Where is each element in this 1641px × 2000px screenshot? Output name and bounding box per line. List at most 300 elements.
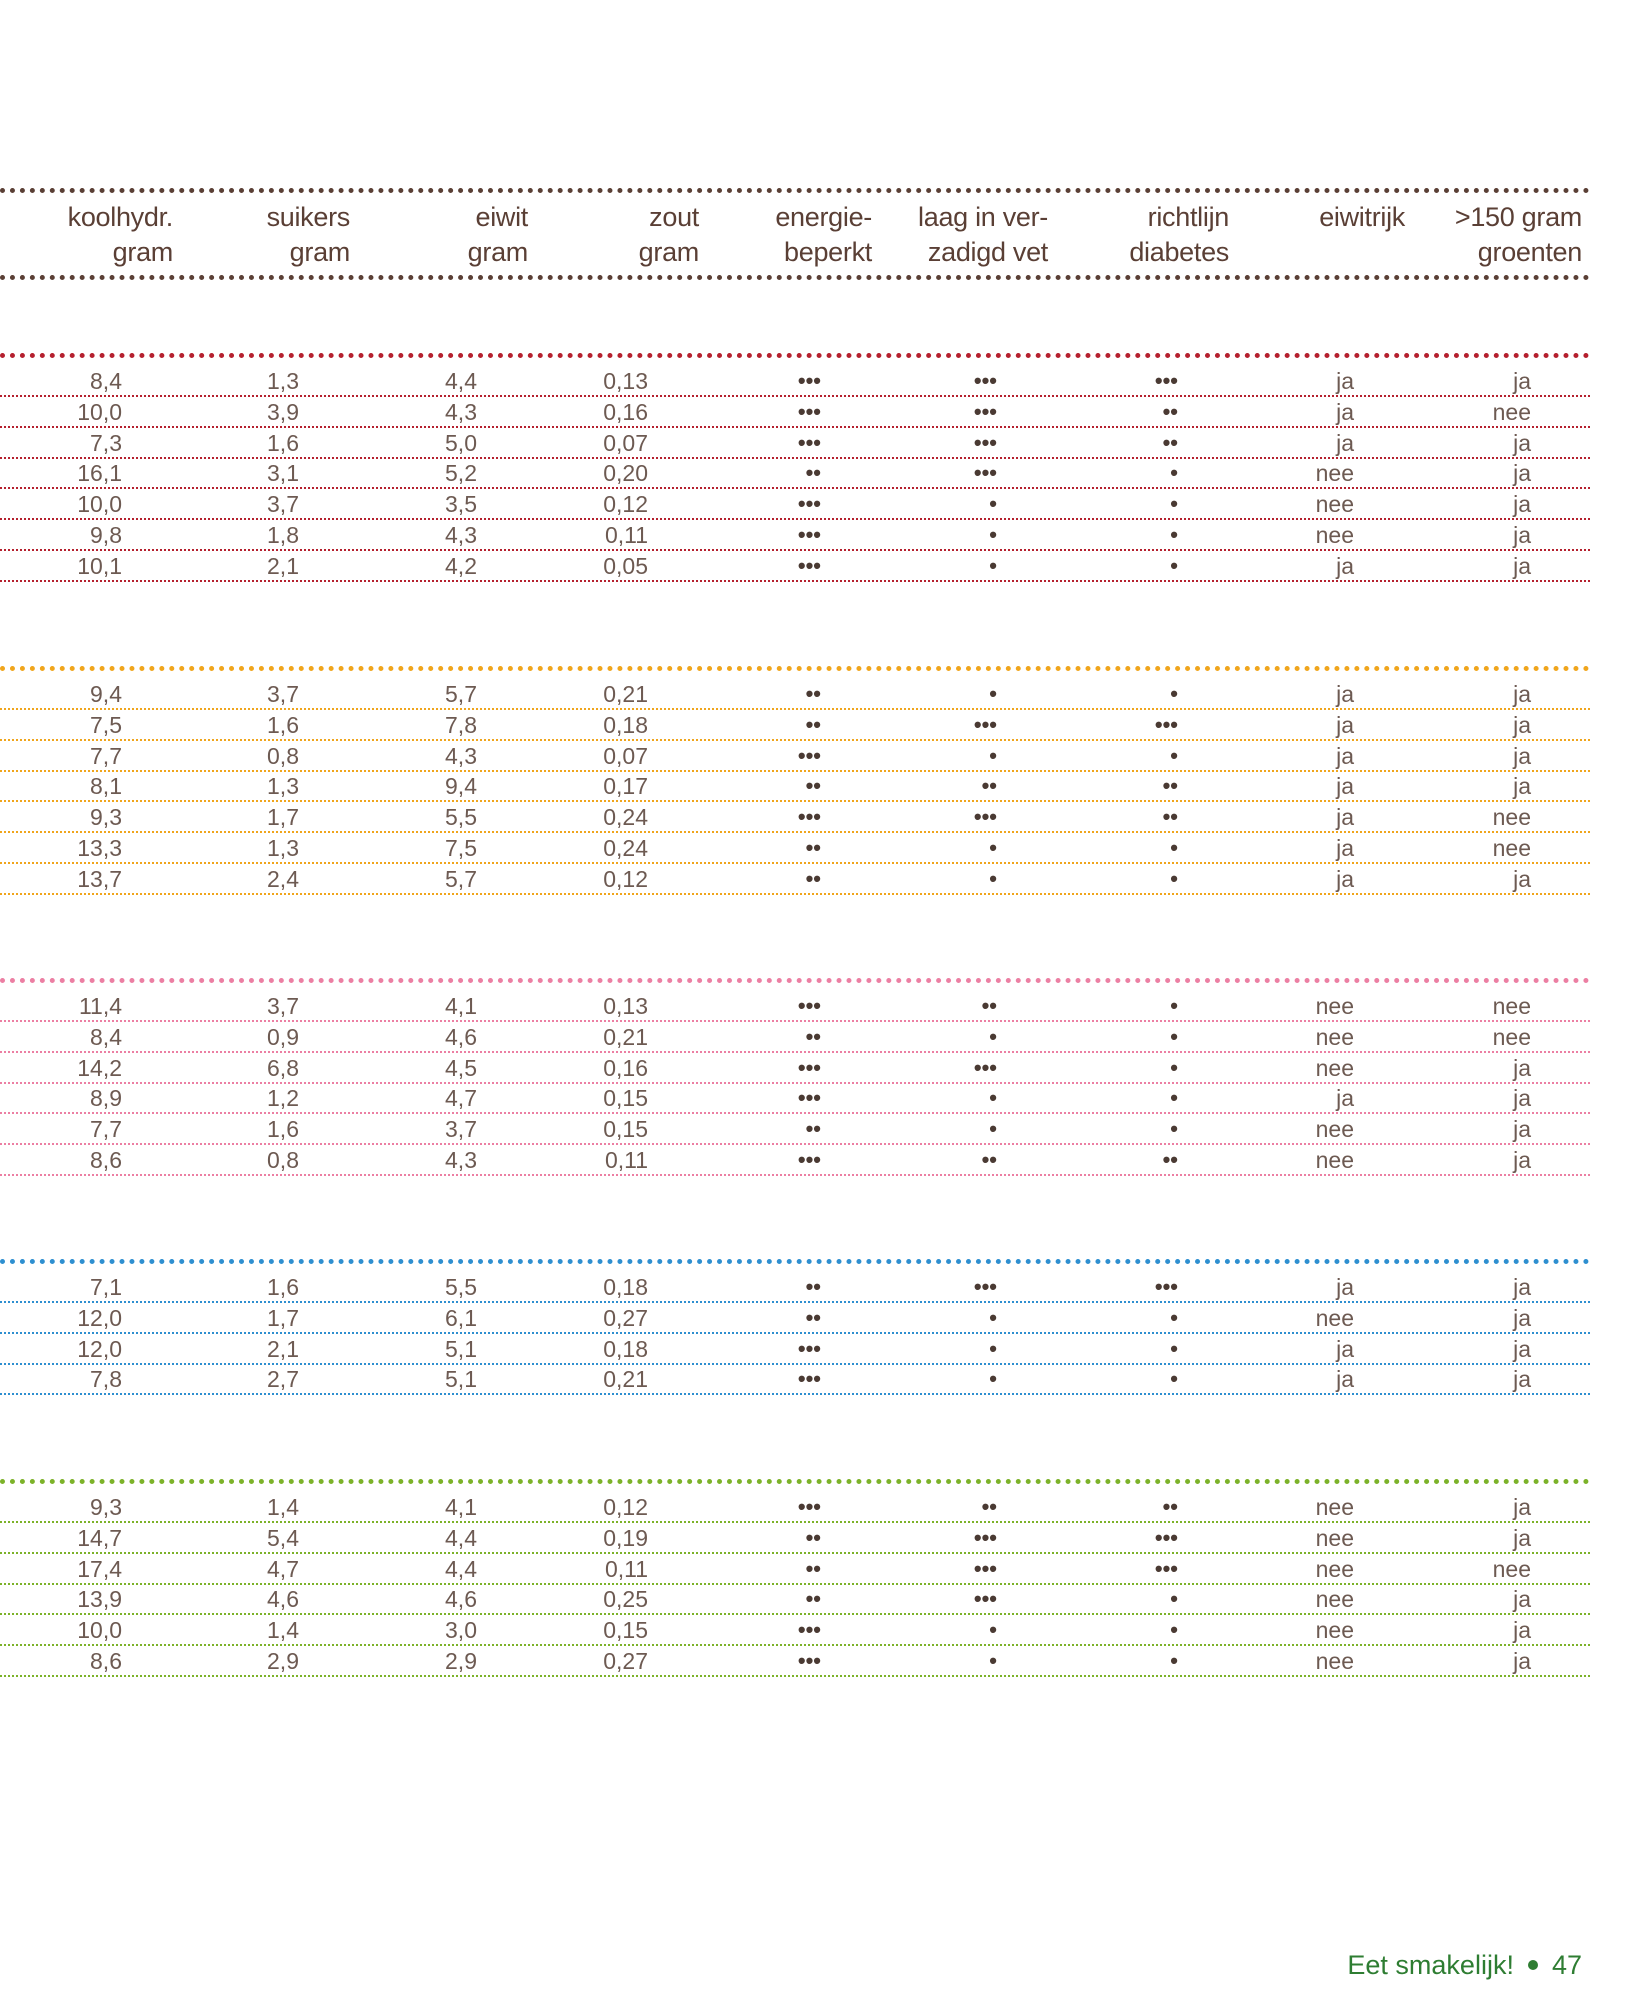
table-cell: ja — [1513, 1617, 1531, 1644]
rating-dots: • — [1170, 491, 1178, 517]
table-cell: ja — [1336, 711, 1354, 738]
rating-dots: ••• — [1154, 1274, 1178, 1299]
rating-dots: ••• — [1154, 368, 1178, 393]
table-cell: ja — [1336, 804, 1354, 831]
table-cell: nee — [1315, 1586, 1354, 1613]
table-cell: 4,1 — [445, 1494, 477, 1520]
table-row — [0, 991, 1590, 1022]
table-cell: 0,18 — [603, 1274, 648, 1300]
rating-dots: ••• — [973, 398, 997, 424]
page-footer — [1347, 1948, 1582, 1982]
rating-dots: ••• — [973, 1586, 997, 1612]
table-row — [0, 458, 1590, 489]
table-cell: 14,7 — [77, 1524, 122, 1551]
table-cell: 1,6 — [267, 1116, 299, 1143]
column-header-suikers — [267, 200, 350, 270]
rating-dots: •• — [805, 1023, 821, 1049]
rating-dots: • — [1170, 1304, 1178, 1330]
table-row — [0, 366, 1590, 397]
rating-dots: •• — [1162, 429, 1178, 455]
table-cell: 13,9 — [77, 1586, 122, 1613]
table-cell: 0,13 — [603, 993, 648, 1019]
rating-dots: • — [1170, 1023, 1178, 1049]
table-row — [0, 1523, 1590, 1554]
table-cell: 0,15 — [603, 1116, 648, 1143]
table-cell: ja — [1513, 1304, 1531, 1331]
rating-dots: •• — [805, 681, 821, 706]
column-header-eiwitrijk — [1319, 200, 1405, 235]
rating-dots: ••• — [797, 429, 821, 455]
rating-dots: • — [989, 1085, 997, 1111]
rating-dots: • — [989, 1366, 997, 1392]
table-row — [0, 551, 1590, 582]
table-cell: ja — [1513, 742, 1531, 769]
table-cell: 3,7 — [267, 491, 299, 518]
table-cell: ja — [1336, 773, 1354, 800]
table-cell: 3,7 — [445, 1116, 477, 1143]
rating-dots: • — [1170, 1085, 1178, 1111]
rating-dots: ••• — [797, 1085, 821, 1111]
table-cell: nee — [1315, 522, 1354, 548]
table-cell: 4,3 — [445, 398, 477, 425]
table-row — [0, 1492, 1590, 1523]
row-divider — [0, 1174, 1590, 1176]
table-cell: nee — [1492, 1555, 1531, 1582]
rating-dots: ••• — [1154, 1524, 1178, 1550]
table-cell: ja — [1513, 1586, 1531, 1613]
table-cell: 6,8 — [267, 1054, 299, 1081]
column-header-line2: gram — [638, 237, 699, 267]
rating-dots: ••• — [973, 804, 997, 830]
rating-dots: • — [1170, 1648, 1178, 1673]
rating-dots: • — [989, 1116, 997, 1142]
table-cell: 7,5 — [445, 835, 477, 861]
rating-dots: ••• — [797, 804, 821, 830]
rating-dots: • — [1170, 681, 1178, 706]
table-cell: 2,9 — [267, 1648, 299, 1674]
table-cell: 9,3 — [90, 804, 122, 831]
table-cell: ja — [1336, 835, 1354, 861]
rating-dots: • — [1170, 1116, 1178, 1142]
table-cell: ja — [1336, 681, 1354, 707]
table-cell: ja — [1513, 368, 1531, 394]
table-cell: 0,12 — [603, 865, 648, 892]
column-header-line1: eiwit — [475, 202, 528, 232]
table-cell: 0,05 — [603, 552, 648, 579]
table-cell: ja — [1513, 1335, 1531, 1362]
table-cell: ja — [1513, 429, 1531, 456]
section-rule — [0, 1479, 1590, 1484]
table-cell: 7,8 — [90, 1366, 122, 1393]
table-cell: 0,18 — [603, 1335, 648, 1362]
table-cell: 2,4 — [267, 865, 299, 892]
table-cell: nee — [1315, 993, 1354, 1019]
table-cell: ja — [1513, 1054, 1531, 1081]
section-rule — [0, 353, 1590, 358]
rating-dots: •• — [805, 711, 821, 737]
table-cell: 14,2 — [77, 1054, 122, 1081]
table-cell: 4,3 — [445, 742, 477, 769]
rating-dots: •• — [805, 1555, 821, 1581]
table-cell: ja — [1336, 398, 1354, 425]
table-cell: 5,1 — [445, 1335, 477, 1362]
rating-dots: •• — [981, 993, 997, 1018]
table-cell: 0,16 — [603, 398, 648, 425]
table-cell: ja — [1513, 1116, 1531, 1143]
table-cell: 8,6 — [90, 1147, 122, 1173]
rating-dots: ••• — [797, 368, 821, 393]
table-cell: ja — [1336, 742, 1354, 769]
table-cell: 1,7 — [267, 804, 299, 831]
table-cell: nee — [1315, 1116, 1354, 1143]
table-cell: 5,7 — [445, 681, 477, 707]
rating-dots: ••• — [797, 1648, 821, 1673]
column-header-line1: laag in ver- — [918, 202, 1048, 232]
table-row — [0, 1272, 1590, 1303]
column-header-line1: suikers — [266, 202, 350, 232]
table-row — [0, 833, 1590, 864]
table-cell: ja — [1336, 1274, 1354, 1300]
table-row — [0, 1615, 1590, 1646]
bullet-icon — [1528, 1960, 1538, 1970]
table-row — [0, 771, 1590, 802]
column-header-energiebeperkt — [775, 200, 872, 270]
table-cell: 8,1 — [90, 773, 122, 800]
rating-dots: • — [1170, 742, 1178, 768]
table-cell: 0,24 — [603, 835, 648, 861]
table-cell: 2,7 — [267, 1366, 299, 1393]
rating-dots: •• — [805, 460, 821, 486]
table-cell: 2,1 — [267, 1335, 299, 1362]
table-row — [0, 1022, 1590, 1053]
table-cell: 1,6 — [267, 711, 299, 738]
table-cell: 9,4 — [90, 681, 122, 707]
rating-dots: ••• — [973, 1555, 997, 1581]
table-row — [0, 489, 1590, 520]
rating-dots: • — [1170, 552, 1178, 578]
table-cell: nee — [1492, 398, 1531, 425]
rating-dots: • — [1170, 1366, 1178, 1392]
table-cell: 12,0 — [77, 1335, 122, 1362]
rating-dots: •• — [1162, 1494, 1178, 1519]
table-cell: 5,1 — [445, 1366, 477, 1393]
section-rule — [0, 666, 1590, 671]
table-cell: 1,8 — [267, 522, 299, 548]
table-cell: 7,5 — [90, 711, 122, 738]
rating-dots: ••• — [973, 460, 997, 486]
table-cell: ja — [1513, 711, 1531, 738]
column-header-line2: gram — [467, 237, 528, 267]
rating-dots: •• — [981, 773, 997, 799]
table-cell: 11,4 — [78, 993, 122, 1019]
table-cell: 13,7 — [77, 865, 122, 892]
table-cell: 1,7 — [267, 1304, 299, 1331]
section-rule — [0, 1259, 1590, 1264]
rating-dots: •• — [981, 1147, 997, 1172]
table-cell: ja — [1513, 522, 1531, 548]
rating-dots: ••• — [973, 1274, 997, 1299]
rating-dots: • — [1170, 1617, 1178, 1643]
table-cell: nee — [1315, 1304, 1354, 1331]
table-cell: 3,9 — [267, 398, 299, 425]
table-cell: ja — [1513, 1085, 1531, 1112]
table-row — [0, 1334, 1590, 1365]
table-cell: 4,4 — [445, 368, 477, 394]
table-cell: 4,2 — [445, 552, 477, 579]
table-cell: ja — [1336, 1335, 1354, 1362]
table-cell: 0,8 — [267, 742, 299, 769]
table-cell: 9,3 — [90, 1494, 122, 1520]
table-cell: nee — [1492, 1023, 1531, 1050]
rating-dots: ••• — [797, 993, 821, 1018]
table-cell: ja — [1513, 1648, 1531, 1674]
table-cell: 4,3 — [445, 1147, 477, 1173]
table-cell: 0,12 — [603, 491, 648, 518]
column-header-line1: >150 gram — [1454, 202, 1582, 232]
rating-dots: •• — [805, 865, 821, 891]
table-cell: 6,1 — [445, 1304, 477, 1331]
table-cell: ja — [1513, 681, 1531, 707]
table-row — [0, 1646, 1590, 1677]
rating-dots: • — [989, 1335, 997, 1361]
table-cell: 7,1 — [90, 1274, 122, 1300]
rating-dots: •• — [1162, 773, 1178, 799]
rating-dots: ••• — [973, 368, 997, 393]
table-cell: 0,18 — [603, 711, 648, 738]
section-rule — [0, 978, 1590, 983]
rating-dots: ••• — [797, 1054, 821, 1080]
row-divider — [0, 580, 1590, 582]
table-cell: 2,9 — [445, 1648, 477, 1674]
table-cell: 0,15 — [603, 1085, 648, 1112]
header-top-rule — [0, 188, 1590, 193]
table-cell: 0,19 — [603, 1524, 648, 1551]
table-cell: 0,21 — [603, 681, 648, 707]
table-row — [0, 679, 1590, 710]
table-cell: 0,11 — [604, 1555, 648, 1582]
rating-dots: •• — [805, 1524, 821, 1550]
table-row — [0, 428, 1590, 459]
table-cell: 5,2 — [445, 460, 477, 487]
rating-dots: ••• — [1154, 1555, 1178, 1581]
table-row — [0, 1364, 1590, 1395]
table-cell: 12,0 — [77, 1304, 122, 1331]
rating-dots: • — [1170, 1054, 1178, 1080]
table-row — [0, 1083, 1590, 1114]
rating-dots: •• — [805, 773, 821, 799]
table-cell: ja — [1336, 429, 1354, 456]
table-cell: 3,7 — [267, 993, 299, 1019]
column-header-line2: diabetes — [1129, 237, 1229, 267]
table-cell: ja — [1513, 552, 1531, 579]
table-cell: ja — [1336, 865, 1354, 892]
rating-dots: • — [1170, 1335, 1178, 1361]
table-cell: 0,15 — [603, 1617, 648, 1644]
rating-dots: ••• — [797, 491, 821, 517]
table-row — [0, 1303, 1590, 1334]
rating-dots: •• — [1162, 398, 1178, 424]
table-cell: 3,5 — [445, 491, 477, 518]
rating-dots: • — [989, 1304, 997, 1330]
table-cell: 17,4 — [77, 1555, 122, 1582]
page-number: 47 — [1551, 1950, 1582, 1980]
rating-dots: ••• — [973, 1524, 997, 1550]
table-cell: ja — [1336, 1085, 1354, 1112]
column-header-eiwit — [468, 200, 528, 270]
column-header-line2: gram — [289, 237, 350, 267]
table-cell: 0,13 — [603, 368, 648, 394]
rating-dots: • — [1170, 1586, 1178, 1612]
rating-dots: •• — [805, 1274, 821, 1299]
table-cell: 9,4 — [445, 773, 477, 800]
table-cell: 10,0 — [77, 491, 122, 518]
rating-dots: • — [989, 681, 997, 706]
rating-dots: •• — [805, 835, 821, 860]
table-cell: nee — [1315, 1617, 1354, 1644]
rating-dots: •• — [805, 1116, 821, 1142]
table-cell: 7,8 — [445, 711, 477, 738]
column-header-line1: richtlijn — [1147, 202, 1229, 232]
table-cell: 0,20 — [603, 460, 648, 487]
table-cell: 4,1 — [445, 993, 477, 1019]
rating-dots: ••• — [797, 1335, 821, 1361]
table-cell: 5,5 — [445, 1274, 477, 1300]
rating-dots: • — [989, 552, 997, 578]
table-cell: nee — [1492, 993, 1531, 1019]
table-cell: nee — [1315, 491, 1354, 518]
table-row — [0, 1554, 1590, 1585]
rating-dots: • — [989, 522, 997, 547]
table-cell: 16,1 — [77, 460, 122, 487]
table-cell: 10,0 — [77, 398, 122, 425]
table-cell: ja — [1513, 1494, 1531, 1520]
table-row — [0, 1114, 1590, 1145]
table-cell: 0,11 — [604, 1147, 648, 1173]
rating-dots: ••• — [797, 1147, 821, 1172]
table-cell: 0,25 — [603, 1586, 648, 1613]
table-cell: 1,4 — [267, 1494, 299, 1520]
rating-dots: ••• — [973, 711, 997, 737]
table-cell: ja — [1336, 1366, 1354, 1393]
table-cell: 0,17 — [603, 773, 648, 800]
rating-dots: ••• — [973, 1054, 997, 1080]
table-cell: 1,3 — [267, 773, 299, 800]
table-cell: nee — [1315, 1524, 1354, 1551]
table-cell: 3,1 — [267, 460, 299, 487]
rating-dots: ••• — [797, 398, 821, 424]
table-cell: 0,27 — [603, 1304, 648, 1331]
table-cell: 8,4 — [90, 1023, 122, 1050]
table-cell: 5,5 — [445, 804, 477, 831]
rating-dots: • — [1170, 460, 1178, 486]
rating-dots: ••• — [797, 1366, 821, 1392]
column-header-line1: zout — [649, 202, 699, 232]
table-row — [0, 1584, 1590, 1615]
rating-dots: • — [1170, 865, 1178, 891]
table-row — [0, 1053, 1590, 1084]
column-header-line2: gram — [112, 237, 173, 267]
table-cell: 4,6 — [445, 1023, 477, 1050]
table-cell: 8,6 — [90, 1648, 122, 1674]
table-cell: nee — [1315, 1147, 1354, 1173]
rating-dots: • — [989, 491, 997, 517]
table-cell: ja — [1513, 491, 1531, 518]
rating-dots: ••• — [797, 552, 821, 578]
table-cell: ja — [1513, 1147, 1531, 1173]
rating-dots: ••• — [973, 429, 997, 455]
table-cell: 1,6 — [267, 1274, 299, 1300]
table-cell: 0,07 — [603, 429, 648, 456]
table-cell: nee — [1315, 460, 1354, 487]
rating-dots: • — [1170, 993, 1178, 1018]
rating-dots: •• — [805, 1586, 821, 1612]
table-cell: 0,12 — [603, 1494, 648, 1520]
table-cell: ja — [1513, 1524, 1531, 1551]
rating-dots: ••• — [797, 522, 821, 547]
column-header-line2: beperkt — [784, 237, 872, 267]
rating-dots: • — [989, 1617, 997, 1643]
table-row — [0, 741, 1590, 772]
table-cell: 0,11 — [604, 522, 648, 548]
table-cell: 1,3 — [267, 368, 299, 394]
rating-dots: •• — [805, 1304, 821, 1330]
table-cell: ja — [1513, 460, 1531, 487]
table-cell: 1,3 — [267, 835, 299, 861]
table-cell: 7,7 — [90, 742, 122, 769]
rating-dots: • — [989, 865, 997, 891]
table-cell: 4,7 — [445, 1085, 477, 1112]
row-divider — [0, 1393, 1590, 1395]
table-row — [0, 864, 1590, 895]
table-cell: nee — [1315, 1648, 1354, 1674]
column-header-groenten — [1455, 200, 1582, 270]
table-cell: 1,2 — [267, 1085, 299, 1112]
table-cell: 5,7 — [445, 865, 477, 892]
table-row — [0, 397, 1590, 428]
table-cell: ja — [1513, 1274, 1531, 1300]
table-cell: ja — [1513, 865, 1531, 892]
table-cell: nee — [1315, 1023, 1354, 1050]
table-cell: 9,8 — [90, 522, 122, 548]
table-cell: 7,3 — [90, 429, 122, 456]
table-cell: 5,4 — [267, 1524, 299, 1551]
table-cell: 4,4 — [445, 1524, 477, 1551]
table-cell: 4,7 — [267, 1555, 299, 1582]
column-header-line1: energie- — [775, 202, 872, 232]
rating-dots: •• — [981, 1494, 997, 1519]
rating-dots: • — [989, 742, 997, 768]
rating-dots: ••• — [797, 742, 821, 768]
rating-dots: • — [989, 1023, 997, 1049]
table-cell: 4,5 — [445, 1054, 477, 1081]
table-cell: 0,21 — [603, 1366, 648, 1393]
footer-text: Eet smakelijk! — [1347, 1950, 1514, 1980]
table-cell: 0,27 — [603, 1648, 648, 1674]
table-row — [0, 520, 1590, 551]
table-cell: ja — [1336, 368, 1354, 394]
table-cell: nee — [1492, 804, 1531, 831]
column-header-zout — [639, 200, 699, 270]
table-cell: nee — [1315, 1054, 1354, 1081]
column-header-koolhydr — [68, 200, 173, 270]
column-header-verzadigd-vet — [918, 200, 1048, 270]
rating-dots: ••• — [797, 1494, 821, 1519]
table-cell: 4,3 — [445, 522, 477, 548]
table-cell: 2,1 — [267, 552, 299, 579]
table-cell: 3,7 — [267, 681, 299, 707]
table-cell: nee — [1315, 1555, 1354, 1582]
table-cell: 4,6 — [445, 1586, 477, 1613]
